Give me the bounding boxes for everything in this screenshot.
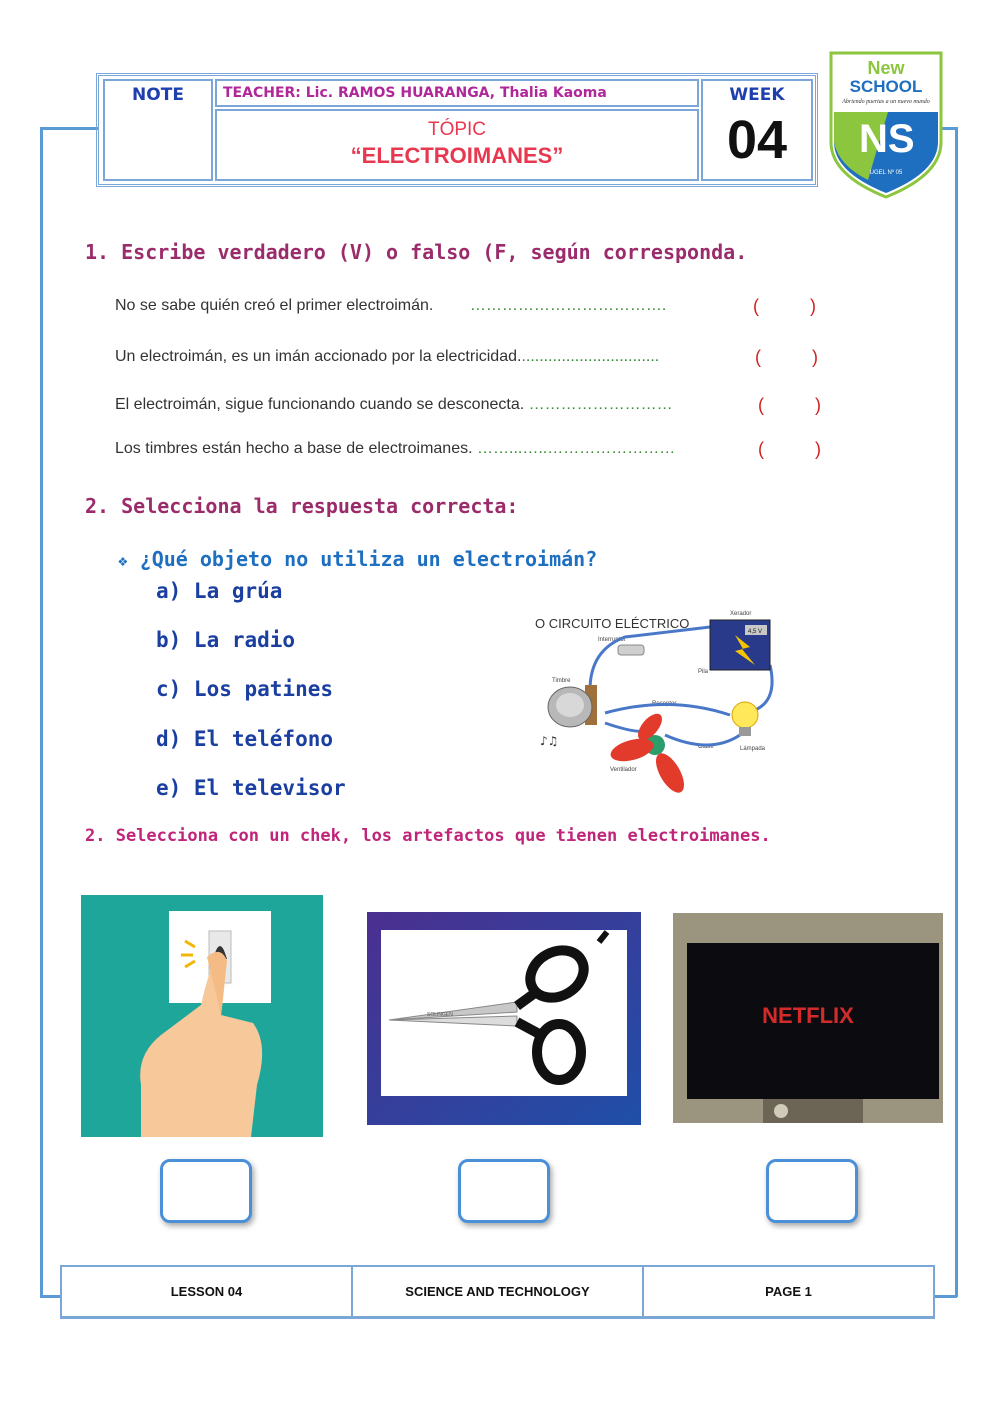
option-e[interactable]: e) El televisor [156,776,346,800]
option-a[interactable]: a) La grúa [156,579,283,603]
answer-field[interactable] [770,391,810,419]
tv-image [673,913,943,1123]
answer-paren-close: ) [815,395,821,415]
doorbell-image [81,895,323,1137]
answer-paren-open: ( [753,296,759,316]
footer-table [60,1265,935,1318]
answer-field[interactable] [770,435,810,463]
teacher-cell [215,79,699,107]
note-label: NOTE [132,85,184,105]
week-number: 04 [726,110,788,170]
teacher-name: TEACHER: Lic. RAMOS HUARANGA, Thalia Kaoma [223,85,607,101]
school-logo [828,50,944,200]
option-d[interactable]: d) El teléfono [156,727,334,751]
topic-title: “ELECTROIMANES” [350,143,564,168]
logo-school: SCHOOL [849,77,923,96]
footer-lesson: LESSON 04 [62,1267,353,1316]
q3-heading: 2. Selecciona con un chek, los artefactos que tienen electroimanes. [85,826,771,846]
svg-text:Lámpada: Lámpada [740,746,766,752]
answer-dots: ……...…..…………………… [477,440,676,457]
answer-paren-open: ( [758,439,764,459]
svg-text:Receptor: Receptor [652,701,677,707]
answer-dots: ………………………………. [469,297,667,314]
svg-text:SOLINGEN: SOLINGEN [427,1012,453,1018]
week-label: WEEK [729,85,785,105]
logo-initials: NS [859,117,915,161]
check-box-scissors[interactable] [458,1159,550,1223]
answer-paren-close: ) [812,347,818,367]
page-frame-right [955,127,958,1297]
topic-cell [215,109,699,181]
svg-text:Ventilador: Ventilador [610,767,637,773]
answer-paren-open: ( [755,347,761,367]
statement-text: El electroimán, sigue funcionando cuando se desconecta. [115,396,525,413]
statement-text: No se sabe quién creó el primer electroimán. [115,297,434,314]
statement-text: Los timbres están hecho a base de electroimanes. [115,440,473,457]
scissors-image [367,912,641,1125]
circuit-diagram [530,605,785,800]
q2-question [118,547,597,571]
circuit-title: O CIRCUITO ELÉCTRICO [535,616,690,631]
svg-text:Cable: Cable [698,744,714,750]
question-text: ¿Qué objeto no utiliza un electroimán? [139,547,598,571]
logo-new: New [867,58,905,78]
week-cell [701,79,813,181]
footer-page: PAGE 1 [765,1284,812,1299]
q1-statement [115,297,666,315]
answer-field[interactable] [765,292,805,320]
header-table [96,73,818,187]
option-b[interactable]: b) La radio [156,628,296,652]
footer-underline [60,1316,935,1319]
svg-text:♪♫: ♪♫ [540,734,559,748]
note-cell [103,79,213,181]
q1-heading: 1. Escribe verdadero (V) o falso (F, según corresponda. [85,240,748,264]
answer-paren-close: ) [815,439,821,459]
logo-ugel: UGEL Nº 05 [869,170,903,176]
page-frame-corner [40,127,98,130]
logo-slogan: Abriendo puertas a un nuevo mundo [842,99,930,105]
statement-text: Un electroimán, es un imán accionado por la electricidad. [115,348,522,365]
svg-text:4,5 V: 4,5 V [748,629,763,635]
answer-dots: ……………………… [528,396,673,413]
q2-heading: 2. Selecciona la respuesta correcta: [85,494,519,518]
svg-text:Interruptor: Interruptor [598,637,626,643]
svg-text:Timbre: Timbre [552,678,571,684]
q1-statement [115,440,675,458]
page-frame-left [40,127,43,1297]
option-c[interactable]: c) Los patines [156,677,334,701]
netflix-logo: NETFLIX [762,1003,854,1028]
answer-field[interactable] [767,343,807,371]
diamond-bullet-icon: ❖ [118,551,128,570]
q1-statement [115,348,659,366]
check-box-doorbell[interactable] [160,1159,252,1223]
q1-statement [115,396,673,414]
svg-text:Xerador: Xerador [730,611,752,617]
footer-subject: SCIENCE AND TECHNOLOGY [353,1267,644,1316]
svg-text:Pila: Pila [698,669,709,675]
check-box-tv[interactable] [766,1159,858,1223]
topic-label: TÓPIC [427,119,487,140]
page-frame-corner [40,1295,62,1298]
answer-dots: ............................... [521,348,660,365]
answer-paren-close: ) [810,296,816,316]
page-frame-corner [935,1295,957,1298]
answer-paren-open: ( [758,395,764,415]
